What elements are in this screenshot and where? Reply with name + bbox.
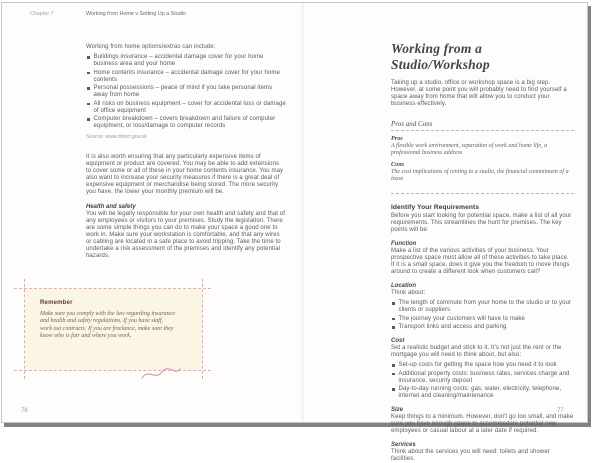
services-label: Services (391, 442, 416, 448)
requirements-heading: Identify Your Requirements (391, 204, 480, 211)
list-item (86, 54, 286, 68)
list-item-text: The length of commute from your home to the studio or to your clients or suppliers (398, 300, 572, 313)
list-item (391, 316, 574, 323)
right-page-column (391, 41, 574, 463)
bullet-marker-icon (392, 373, 395, 376)
bullet-marker-icon (87, 72, 90, 75)
remember-heading: Remember (40, 300, 73, 306)
list-item (391, 362, 574, 369)
list-item-text: Buildings insurance – accidental damage cover for your home business area and your home (93, 54, 264, 67)
location-bullet-list (391, 300, 574, 331)
page-title: Working from a Studio/Workshop (391, 41, 490, 72)
list-item (86, 85, 286, 99)
bullet-marker-icon (392, 302, 395, 305)
left-paragraph: It is also worth ensuring that any particularly expensive items of equipment or product are covered. You may be able to add extensions to cover some or all of these in your home contents insurance. You may also want to increase your security measures if there is a great deal of expensive equipment or merchandise being stored. The more security you have, the lower your monthly premium will be. (86, 154, 284, 195)
list-item (391, 300, 574, 314)
left-page-number: 76 (21, 408, 28, 414)
function-label: Function (391, 241, 417, 247)
bullet-marker-icon (392, 326, 395, 329)
list-item-text: Home contents insurance – accidental damage cover for your home contents (93, 69, 280, 83)
bullet-marker-icon (87, 87, 90, 90)
list-item-text: Set-up costs for getting the space how you need it to look (398, 362, 557, 368)
list-item-text: Computer breakdown – covers breakdown and failure of computer equipment, or loss/damage to computer records (93, 116, 276, 129)
bullet-marker-icon (392, 318, 395, 321)
spine-divider (300, 3, 305, 422)
size-label: Size (391, 407, 404, 413)
bullet-marker-icon (87, 56, 90, 59)
list-item-text: Additional property costs: business rates, services charge and insurance, security deposit (398, 370, 570, 384)
list-item-text: Day-to-day running costs: gas, water, electricity, telephone, internet and cleaning/maintenance (398, 386, 562, 399)
dashed-rule (391, 130, 574, 131)
location-label: Location (391, 283, 416, 289)
cost-intro: Set a realistic budget and stick to it. It's not just the rent or the mortgage you will need to think about, but also: (391, 345, 562, 358)
insurance-bullet-list (86, 54, 286, 130)
list-item-text: Transport links and access and parking (398, 324, 507, 330)
list-item (86, 101, 286, 115)
list-item-text: Personal possessions – peace of mind if you take personal items away from home (93, 85, 273, 98)
list-item (86, 116, 286, 130)
pros-label: Pros (391, 135, 403, 142)
pros-text: A flexible work environment, separation of work and home life, a professional business address (391, 143, 547, 156)
list-item-text: All risks on business equipment – cover for accidental loss or damage of office equipment (93, 100, 286, 114)
bullet-marker-icon (87, 118, 90, 121)
dashed-rule (391, 193, 574, 194)
list-item (391, 386, 574, 400)
health-safety-heading: Health and safety (86, 204, 136, 210)
size-text: Keep things to a minimum. However, don't go too small, and make sure you have enough space to accommodate potential new employees or casual labour at a later date if required. (391, 414, 574, 434)
bullet-marker-icon (392, 388, 395, 391)
bullet-marker-icon (392, 364, 395, 367)
list-item (391, 371, 574, 385)
location-intro: Think about: (391, 290, 426, 296)
pen-squiggle-mark (140, 365, 182, 383)
cons-text: The cost implications of renting to a studio, the financial commitment of a lease (391, 169, 569, 182)
function-text: Make a list of the various activities of your business. Your prospective space must allow all of these activities to take place. If it is a small space, does it give you the freedom to move things around to create a different look when customers call? (391, 248, 570, 275)
cost-label: Cost (391, 338, 405, 344)
cost-bullet-list (391, 362, 574, 400)
left-intro-line: Working from home options/extras can include: (86, 44, 216, 50)
book-spread-sheet (1, 2, 588, 462)
remember-body: Make sure you comply with the law regarding insurance and health and safety regulations. If you have staff, work out contracts. If you are freelance, make sure they know who is fair and where you work. (40, 311, 175, 340)
health-safety-paragraph: You will be legally responsible for your own health and safety and that of any employees or visitors to your premises. Study the legislation. There are some simple things you can do to make your space a good one to work in. Make sure your workstation is comfortable, and that any wires or cabling are located in a safe place to avoid tripping. Take the time to undertake a risk assessment of the premises and identify any potential hazards. (86, 211, 285, 259)
running-head-title: Working from Home v Setting Up a Studio (86, 11, 186, 17)
crop-mark-right (202, 279, 203, 379)
bullet-marker-icon (87, 103, 90, 106)
list-item (391, 324, 574, 331)
list-item (86, 70, 286, 84)
source-note: Source: www.direct.gov.uk (86, 134, 147, 140)
list-item-text: The journey your customers will have to make (398, 315, 525, 322)
pros-cons-heading: Pros and Cons (391, 120, 433, 128)
running-head-chapter: Chapter 7 (30, 11, 54, 17)
services-text: Think about the services you will need: toilets and shower facilities. (391, 449, 550, 462)
right-page-number: 77 (557, 408, 564, 414)
cons-label: Cons (391, 161, 405, 168)
left-page-column (86, 44, 286, 260)
right-intro-paragraph: Taking up a studio, office or workshop space is a big step. However, at some point you will probably need to find yourself a space away from home that will allow you to conduct your business effectively. (391, 80, 567, 107)
requirements-intro: Before you start looking for potential space, make a list of all your requirements. This streamlines the hunt for premises. The key points will be: (391, 213, 572, 233)
